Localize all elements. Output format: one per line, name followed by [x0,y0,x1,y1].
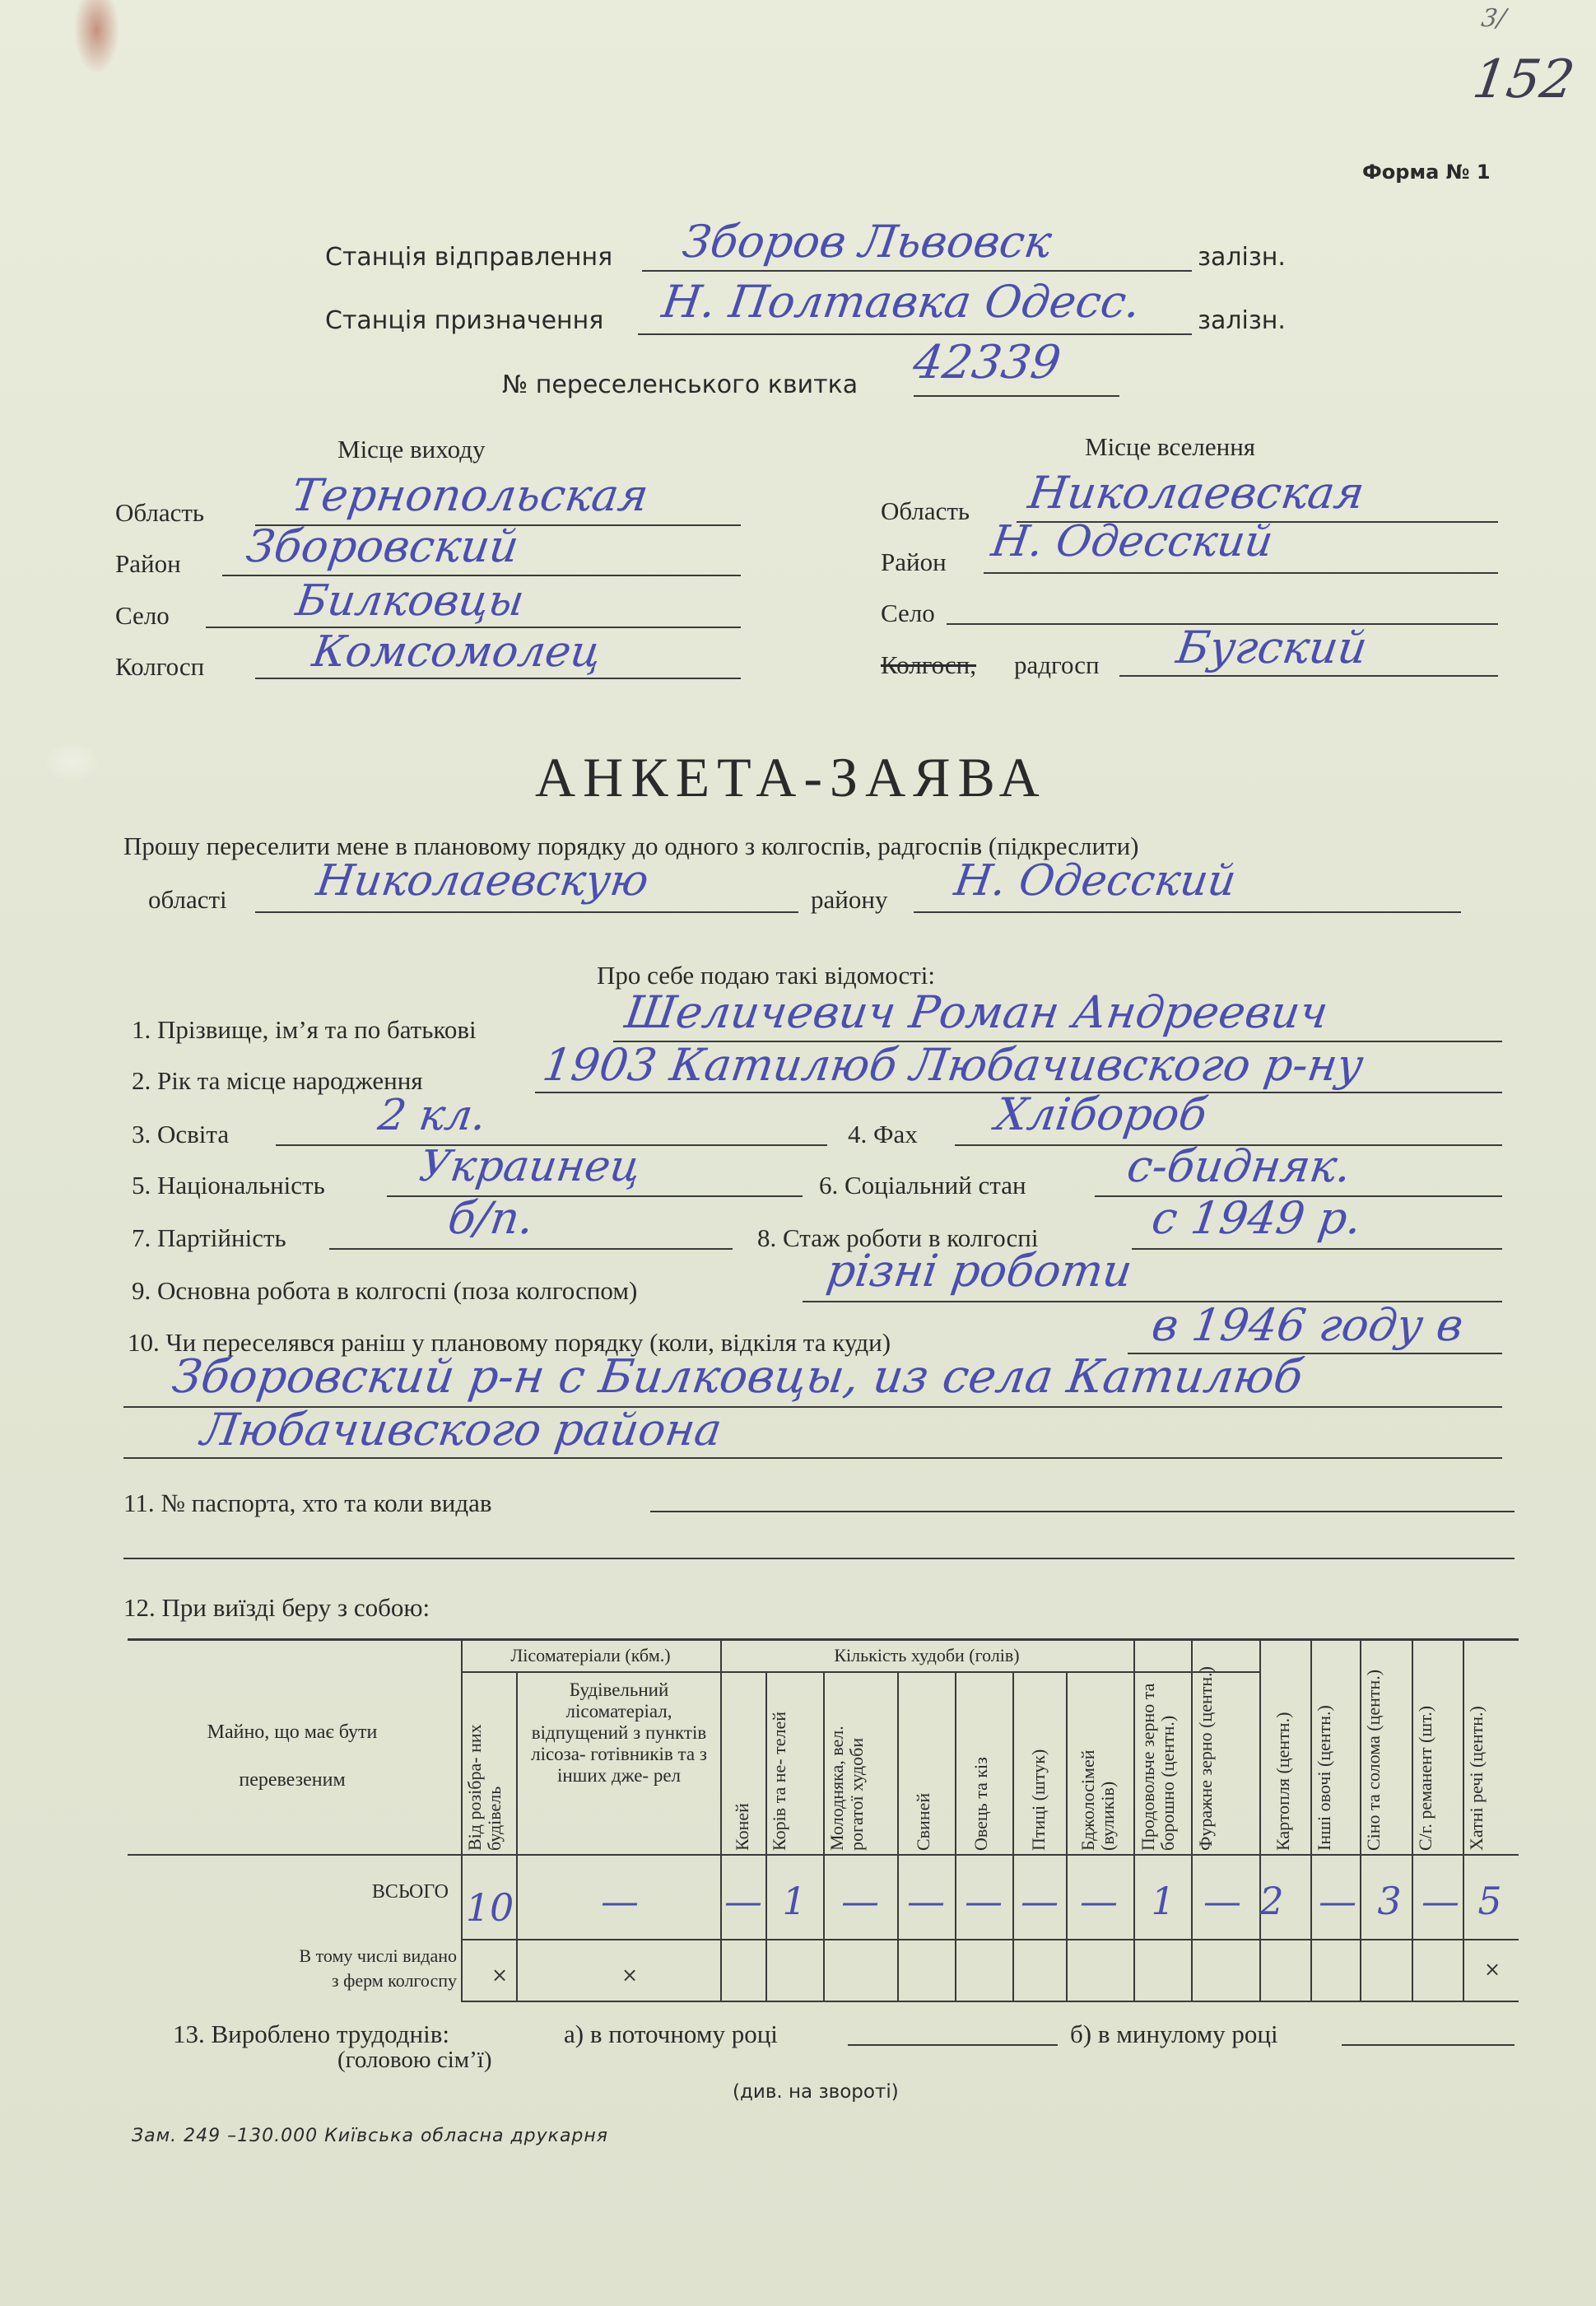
table-vline-1 [516,1671,518,2001]
table-vline-2 [720,1638,722,2001]
table-col-cows: Корів та не- телей [769,1712,789,1851]
table-vline-4 [823,1671,825,2001]
table-col-building-timber: Будівельний лісоматеріал, відпущений з пунктів лісоза- готівників та з інших дже- рел [531,1679,707,1786]
destination-heading: Місце вселення [1085,432,1256,461]
table-group-livestock: Кількість худоби (голів) [834,1645,1020,1665]
field-10-value-2: Зборовский р-н с Билковцы, из села Катилюб [169,1350,1306,1404]
total-food-grain: 1 [1151,1879,1175,1923]
field-2-value: 1903 Катилюб Любачивского р-ну [539,1039,1367,1091]
total-hay-straw: 3 [1377,1879,1402,1923]
field-8-value: с 1949 р. [1148,1192,1366,1244]
table-group-timber: Лісоматеріали (кбм.) [510,1645,671,1665]
field-6-value: с-бидняк. [1124,1140,1355,1192]
table-vline-11 [1259,1638,1261,2001]
printer-line: Зам. 249 –130.000 Київська обласна друкарня [132,2126,609,2146]
total-from-buildings: 10 [465,1885,514,1930]
total-cows: 1 [782,1879,807,1923]
field-12-label: 12. При виїзді беру з собою: [123,1593,430,1622]
origin-kolhosp-value: Комсомолец [309,627,604,677]
field-7-value: б/п. [444,1192,537,1244]
field-10-value-3: Любачивского района [198,1404,725,1456]
field-11-line-1 [650,1511,1515,1512]
table-col-household-goods: Хатні речі (центн.) [1466,1706,1487,1851]
table-row-total-label: ВСЬОГО [371,1881,449,1903]
table-col-potatoes: Картопля (центн.) [1273,1712,1293,1851]
table-col-bee-colonies: Бджолосімей (вуликів) [1077,1749,1118,1851]
table-vline-8 [1066,1671,1068,2001]
table-row-farm-label-1: В тому числі видано [299,1945,457,1966]
table-vline-3 [765,1671,767,2001]
total-potatoes: 2 [1259,1879,1284,1923]
table-col-other-vegetables: Інші овочі (центн.) [1314,1705,1334,1851]
farm-mark-building-timber: × [621,1964,639,1987]
departure-station-value: Зборов Львовск [679,216,1055,268]
table-col-horses: Коней [732,1803,752,1851]
origin-kolhosp-label: Колгосп [115,652,205,681]
request-raion-label: району [811,885,888,914]
origin-heading: Місце виходу [337,435,486,464]
destination-radhosp-label: радгосп [1014,650,1100,679]
ticket-line [914,395,1119,397]
field-13-b-line [1342,2044,1515,2046]
field-11-label: 11. № паспорта, хто та коли видав [123,1488,492,1517]
farm-mark-household-goods: × [1483,1958,1501,1981]
table-vline-14 [1412,1638,1413,2001]
total-building-timber: — [601,1879,639,1923]
total-farm-tools: — [1422,1879,1459,1923]
field-7-label: 7. Партійність [132,1223,286,1252]
field-5-label: 5. Національність [132,1171,325,1200]
table-vline-9 [1133,1638,1135,2001]
destination-station-line [638,333,1192,335]
table-vline-0 [461,1638,463,2001]
table-col-food-grain: Продовольче зерно та борошно (центн.) [1138,1683,1178,1851]
total-horses: — [724,1879,762,1923]
table-vline-15 [1463,1638,1464,2001]
form-title: АНКЕТА-ЗАЯВА [535,746,1047,808]
rail-suffix-1: залізн. [1198,243,1286,272]
field-8-line [1132,1248,1502,1250]
departure-station-label: Станція відправлення [325,243,613,272]
field-9-label: 9. Основна робота в колгоспі (поза колгоспом) [132,1276,638,1305]
total-bee-colonies: — [1080,1879,1118,1923]
destination-selo-label: Село [881,599,935,627]
origin-raion-label: Район [115,549,181,578]
total-poultry: — [1021,1879,1059,1923]
table-vline-10 [1191,1638,1193,2001]
table-vline-13 [1360,1638,1361,2001]
field-5-line [387,1195,803,1197]
table-vline-12 [1310,1638,1312,2001]
field-4-label: 4. Фах [848,1120,918,1148]
table-vline-6 [955,1671,956,2001]
origin-oblast-label: Область [115,498,205,527]
total-other-vegetables: — [1319,1879,1356,1923]
request-text: Прошу переселити мене в плановому порядку до одного з колгоспів, радгоспів (підкреслити) [123,832,1139,860]
request-oblast-value: Николаевскую [313,856,652,906]
destination-raion-value: Н. Одесский [988,517,1277,566]
request-raion-value: Н. Одесский [951,856,1240,906]
total-sheep-goats: — [965,1879,1003,1923]
origin-raion-value: Зборовский [243,520,523,572]
field-1-label: 1. Прізвище, ім’я та по батькові [132,1015,477,1044]
field-6-label: 6. Соціальний стан [819,1171,1026,1200]
table-vline-7 [1012,1671,1014,2001]
origin-selo-value: Билковцы [292,576,528,626]
field-13-label: 13. Вироблено трудоднів: [173,2019,450,2048]
total-household-goods: 5 [1477,1879,1502,1923]
field-10-value-1: в 1946 году в [1148,1299,1467,1351]
table-col-pigs: Свиней [913,1792,933,1851]
field-13-b-label: б) в минулому році [1070,2019,1278,2048]
field-8-label: 8. Стаж роботи в колгоспі [757,1223,1039,1252]
total-young-cattle: — [841,1879,879,1923]
info-intro: Про себе подаю такі відомості: [597,961,936,990]
origin-oblast-value: Тернопольская [288,469,652,521]
destination-radhosp-line [1119,675,1498,677]
farm-mark-from-buildings: × [491,1964,509,1987]
field-5-value: Украинец [416,1142,644,1191]
table-vline-5 [897,1671,899,2001]
destination-station-value: Н. Полтавка Одесс. [658,276,1144,328]
total-pigs: — [907,1879,945,1923]
destination-raion-label: Район [881,547,947,576]
form-number: Форма № 1 [1362,161,1491,184]
field-4-value: Хлібороб [992,1088,1211,1140]
field-9-value: різні роботи [823,1245,1136,1297]
field-1-value: Шеличевич Роман Андреевич [621,986,1332,1038]
destination-station-label: Станція призначення [325,306,604,335]
table-bottom-border [461,2001,1519,2002]
table-col-from-buildings: Від розібра- них будівель [464,1724,505,1851]
table-col-sheep-goats: Овець та кіз [970,1757,991,1851]
table-col-hay-straw: Сіно та солома (центн.) [1363,1669,1384,1851]
field-7-line [329,1248,733,1250]
origin-selo-label: Село [115,601,170,630]
field-11-line-2 [123,1558,1515,1559]
see-reverse-note: (див. на звороті) [733,2081,899,2103]
total-fodder-grain: — [1203,1879,1241,1923]
table-col-young-cattle: Молодняка, вел. рогатої худоби [826,1726,867,1851]
ticket-label: № переселенського квитка [502,370,858,399]
field-10-line-3 [123,1457,1502,1459]
table-property-header: Майно, що має бути перевезеним [207,1721,378,1791]
archive-mark-small: 3/ [1479,4,1508,33]
stain-mark [74,0,119,74]
request-oblast-label: області [148,885,227,914]
destination-raion-line [984,572,1498,574]
hole-punch-mark [43,741,100,782]
request-oblast-line [255,911,798,913]
origin-kolhosp-line [255,678,741,679]
field-2-label: 2. Рік та місце народження [132,1066,423,1095]
destination-radhosp-value: Бугский [1173,622,1370,673]
ticket-value: 42339 [910,336,1064,389]
destination-oblast-label: Область [881,496,970,525]
table-col-farm-tools: С/г. реманент (шт.) [1415,1705,1435,1851]
property-table [128,1638,1519,2013]
request-raion-line [914,911,1461,913]
field-13-a-line [848,2044,1058,2046]
destination-kolhosp-label: Колгосп, [881,650,977,679]
field-13-a-label: а) в поточному році [564,2019,778,2048]
departure-station-line [642,270,1192,272]
table-col-poultry: Птиці (штук) [1028,1749,1049,1851]
table-col-fodder-grain: Фуражне зерно (центн.) [1195,1666,1216,1851]
destination-oblast-value: Николаевская [1025,467,1368,519]
archive-page-number: 152 [1468,49,1579,110]
table-row-farm-label-2: з ферм колгоспу [331,1970,457,1991]
field-3-label: 3. Освіта [132,1120,230,1148]
field-3-value: 2 кл. [375,1091,490,1140]
field-13-sublabel: (головою сім’ї) [337,2047,492,2073]
field-10-label: 10. Чи переселявся раніш у плановому порядку (коли, відкіля та куди) [128,1328,891,1357]
rail-suffix-2: залізн. [1198,306,1286,335]
